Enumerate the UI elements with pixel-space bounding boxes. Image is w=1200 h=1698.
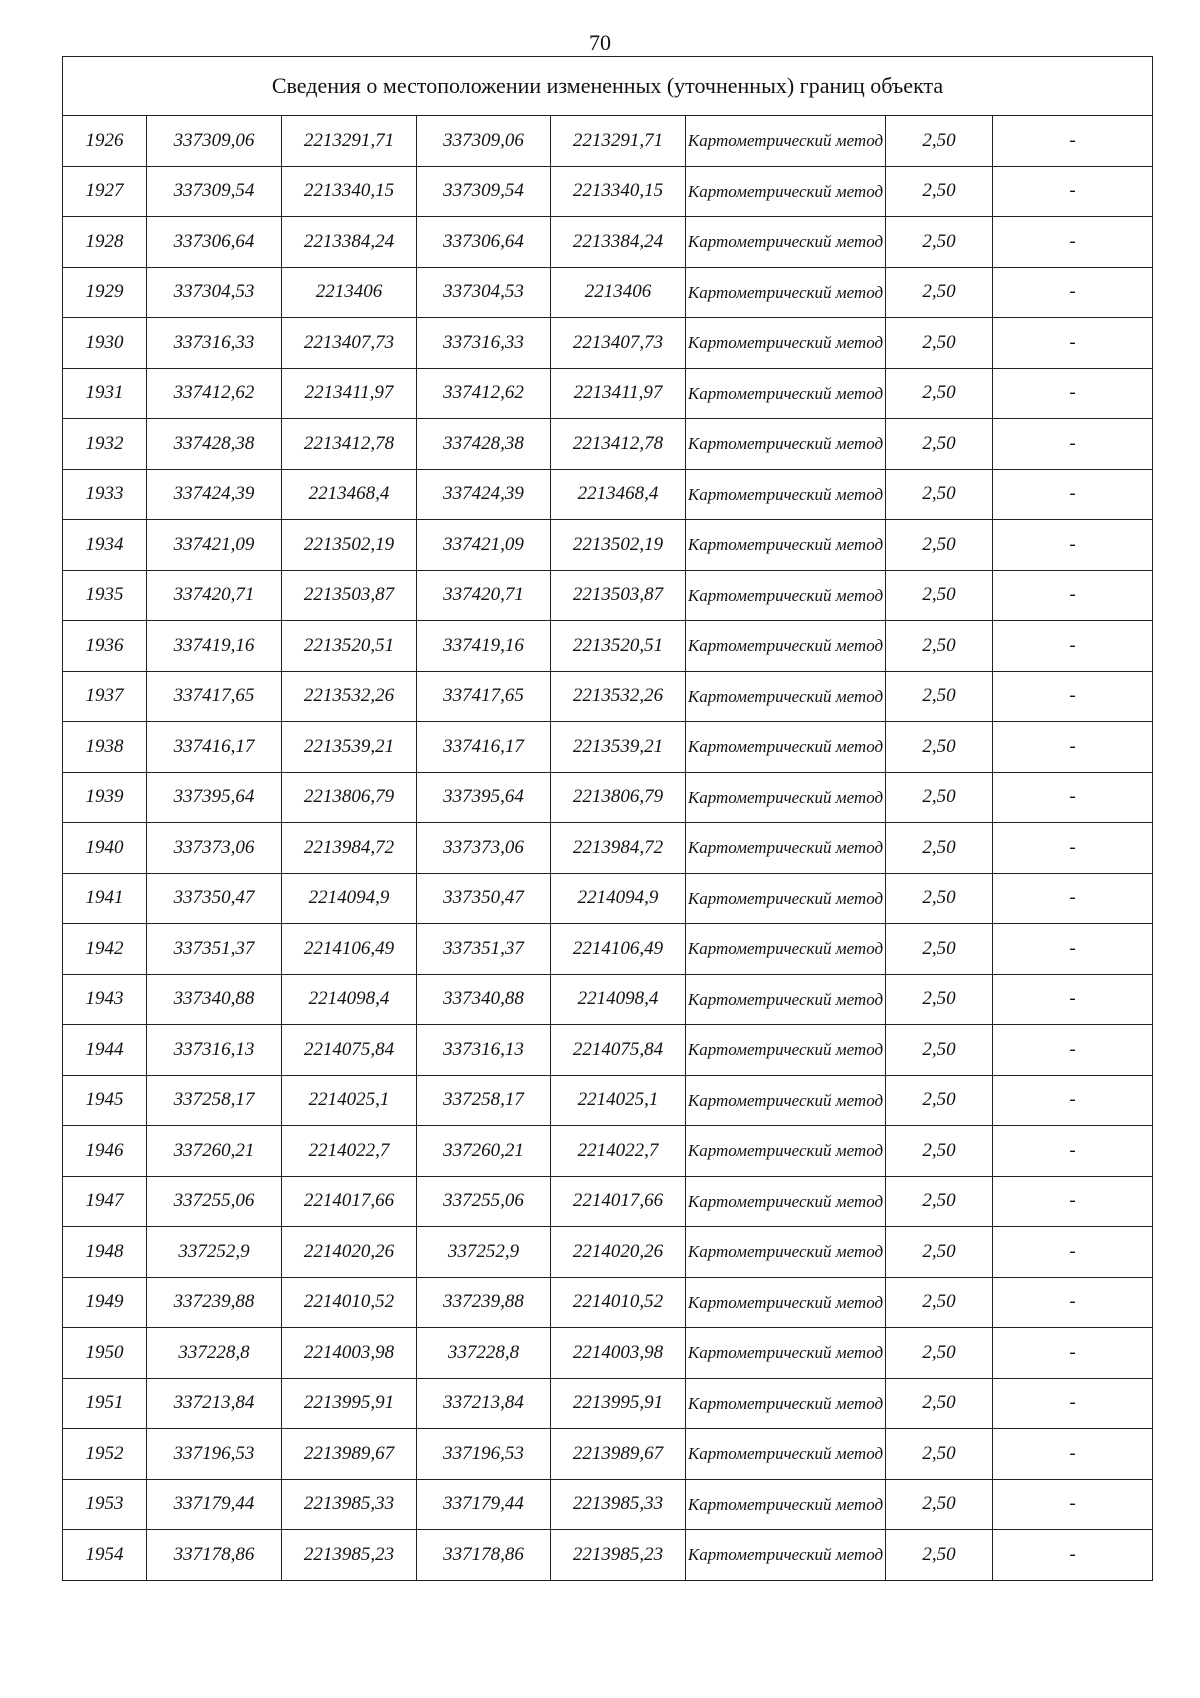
description-cell: - [993,1378,1153,1429]
x-refined-cell: 337306,64 [417,217,551,268]
description-cell: - [993,621,1153,672]
y-existing-cell: 2213502,19 [282,520,417,571]
method-cell: Картометрический метод [686,621,886,672]
table-row [63,722,1153,773]
point-number-cell: 1927 [63,166,147,217]
x-existing-cell: 337420,71 [147,570,282,621]
x-existing-cell: 337417,65 [147,671,282,722]
table-row [63,318,1153,369]
accuracy-cell: 2,50 [886,974,993,1025]
x-existing-cell: 337316,13 [147,1025,282,1076]
description-cell: - [993,318,1153,369]
point-number-cell: 1936 [63,621,147,672]
y-refined-cell: 2214094,9 [551,873,686,924]
point-number-cell: 1941 [63,873,147,924]
x-refined-cell: 337421,09 [417,520,551,571]
description-cell: - [993,419,1153,470]
table-row [63,621,1153,672]
y-refined-cell: 2213412,78 [551,419,686,470]
y-existing-cell: 2213539,21 [282,722,417,773]
method-cell: Картометрический метод [686,772,886,823]
method-cell: Картометрический метод [686,166,886,217]
description-cell: - [993,1176,1153,1227]
y-existing-cell: 2213411,97 [282,368,417,419]
table-body [63,116,1153,1581]
description-cell: - [993,873,1153,924]
accuracy-cell: 2,50 [886,1530,993,1581]
description-cell: - [993,722,1153,773]
accuracy-cell: 2,50 [886,1328,993,1379]
x-refined-cell: 337196,53 [417,1429,551,1480]
accuracy-cell: 2,50 [886,722,993,773]
description-cell: - [993,116,1153,167]
accuracy-cell: 2,50 [886,621,993,672]
x-existing-cell: 337309,06 [147,116,282,167]
y-refined-cell: 2213503,87 [551,570,686,621]
x-existing-cell: 337309,54 [147,166,282,217]
x-refined-cell: 337340,88 [417,974,551,1025]
y-existing-cell: 2214003,98 [282,1328,417,1379]
x-refined-cell: 337373,06 [417,823,551,874]
table-row [63,570,1153,621]
y-refined-cell: 2213406 [551,267,686,318]
method-cell: Картометрический метод [686,368,886,419]
method-cell: Картометрический метод [686,1227,886,1278]
method-cell: Картометрический метод [686,823,886,874]
y-existing-cell: 2213340,15 [282,166,417,217]
method-cell: Картометрический метод [686,1025,886,1076]
method-cell: Картометрический метод [686,1126,886,1177]
description-cell: - [993,570,1153,621]
table-row [63,520,1153,571]
x-existing-cell: 337419,16 [147,621,282,672]
x-refined-cell: 337260,21 [417,1126,551,1177]
table-row [63,1176,1153,1227]
y-refined-cell: 2213985,33 [551,1479,686,1530]
table-row [63,974,1153,1025]
x-existing-cell: 337260,21 [147,1126,282,1177]
x-refined-cell: 337424,39 [417,469,551,520]
y-existing-cell: 2213412,78 [282,419,417,470]
x-existing-cell: 337304,53 [147,267,282,318]
method-cell: Картометрический метод [686,267,886,318]
accuracy-cell: 2,50 [886,166,993,217]
y-existing-cell: 2214098,4 [282,974,417,1025]
accuracy-cell: 2,50 [886,267,993,318]
method-cell: Картометрический метод [686,1429,886,1480]
method-cell: Картометрический метод [686,570,886,621]
y-existing-cell: 2213407,73 [282,318,417,369]
x-refined-cell: 337228,8 [417,1328,551,1379]
point-number-cell: 1928 [63,217,147,268]
accuracy-cell: 2,50 [886,1429,993,1480]
x-existing-cell: 337351,37 [147,924,282,975]
method-cell: Картометрический метод [686,1378,886,1429]
x-existing-cell: 337196,53 [147,1429,282,1480]
point-number-cell: 1945 [63,1075,147,1126]
page-number: 70 [589,30,611,55]
method-cell: Картометрический метод [686,520,886,571]
x-refined-cell: 337412,62 [417,368,551,419]
y-refined-cell: 2213411,97 [551,368,686,419]
x-existing-cell: 337428,38 [147,419,282,470]
description-cell: - [993,1277,1153,1328]
point-number-cell: 1939 [63,772,147,823]
y-existing-cell: 2213995,91 [282,1378,417,1429]
x-refined-cell: 337417,65 [417,671,551,722]
description-cell: - [993,1126,1153,1177]
accuracy-cell: 2,50 [886,671,993,722]
x-refined-cell: 337428,38 [417,419,551,470]
y-existing-cell: 2214017,66 [282,1176,417,1227]
accuracy-cell: 2,50 [886,873,993,924]
x-existing-cell: 337239,88 [147,1277,282,1328]
table-row [63,823,1153,874]
x-refined-cell: 337395,64 [417,772,551,823]
point-number-cell: 1929 [63,267,147,318]
y-refined-cell: 2213407,73 [551,318,686,369]
point-number-cell: 1938 [63,722,147,773]
point-number-cell: 1954 [63,1530,147,1581]
table-row [63,1025,1153,1076]
y-refined-cell: 2213539,21 [551,722,686,773]
x-existing-cell: 337424,39 [147,469,282,520]
y-existing-cell: 2213985,33 [282,1479,417,1530]
table-row [63,1328,1153,1379]
accuracy-cell: 2,50 [886,924,993,975]
method-cell: Картометрический метод [686,419,886,470]
y-existing-cell: 2213989,67 [282,1429,417,1480]
table-row [63,1530,1153,1581]
x-refined-cell: 337309,54 [417,166,551,217]
description-cell: - [993,217,1153,268]
method-cell: Картометрический метод [686,924,886,975]
table-row [63,166,1153,217]
point-number-cell: 1926 [63,116,147,167]
description-cell: - [993,1025,1153,1076]
y-refined-cell: 2213468,4 [551,469,686,520]
x-refined-cell: 337416,17 [417,722,551,773]
table-row [63,116,1153,167]
x-existing-cell: 337306,64 [147,217,282,268]
x-refined-cell: 337213,84 [417,1378,551,1429]
y-existing-cell: 2214022,7 [282,1126,417,1177]
accuracy-cell: 2,50 [886,1176,993,1227]
boundary-coordinates-table [62,56,1153,1581]
description-cell: - [993,974,1153,1025]
point-number-cell: 1944 [63,1025,147,1076]
x-existing-cell: 337316,33 [147,318,282,369]
point-number-cell: 1930 [63,318,147,369]
accuracy-cell: 2,50 [886,823,993,874]
table-row [63,1277,1153,1328]
point-number-cell: 1935 [63,570,147,621]
method-cell: Картометрический метод [686,1328,886,1379]
x-refined-cell: 337178,86 [417,1530,551,1581]
description-cell: - [993,166,1153,217]
table-row [63,1378,1153,1429]
x-existing-cell: 337213,84 [147,1378,282,1429]
accuracy-cell: 2,50 [886,368,993,419]
y-existing-cell: 2213503,87 [282,570,417,621]
y-existing-cell: 2213984,72 [282,823,417,874]
x-existing-cell: 337350,47 [147,873,282,924]
x-existing-cell: 337252,9 [147,1227,282,1278]
x-refined-cell: 337351,37 [417,924,551,975]
description-cell: - [993,671,1153,722]
x-refined-cell: 337179,44 [417,1479,551,1530]
x-existing-cell: 337412,62 [147,368,282,419]
y-refined-cell: 2213384,24 [551,217,686,268]
table-title-row [63,57,1153,116]
y-refined-cell: 2214098,4 [551,974,686,1025]
y-refined-cell: 2214022,7 [551,1126,686,1177]
accuracy-cell: 2,50 [886,1479,993,1530]
description-cell: - [993,1227,1153,1278]
y-refined-cell: 2213989,67 [551,1429,686,1480]
table-row [63,1479,1153,1530]
point-number-cell: 1934 [63,520,147,571]
method-cell: Картометрический метод [686,1479,886,1530]
y-refined-cell: 2214017,66 [551,1176,686,1227]
x-existing-cell: 337416,17 [147,722,282,773]
point-number-cell: 1952 [63,1429,147,1480]
x-existing-cell: 337255,06 [147,1176,282,1227]
accuracy-cell: 2,50 [886,1227,993,1278]
x-refined-cell: 337316,33 [417,318,551,369]
table-row [63,469,1153,520]
method-cell: Картометрический метод [686,1075,886,1126]
table-title: Сведения о местоположении измененных (уточненных) границ объекта [63,57,1153,116]
y-existing-cell: 2213291,71 [282,116,417,167]
description-cell: - [993,1075,1153,1126]
y-refined-cell: 2214025,1 [551,1075,686,1126]
accuracy-cell: 2,50 [886,1126,993,1177]
y-existing-cell: 2214075,84 [282,1025,417,1076]
x-existing-cell: 337179,44 [147,1479,282,1530]
y-refined-cell: 2213995,91 [551,1378,686,1429]
y-existing-cell: 2214010,52 [282,1277,417,1328]
x-refined-cell: 337255,06 [417,1176,551,1227]
description-cell: - [993,267,1153,318]
accuracy-cell: 2,50 [886,772,993,823]
method-cell: Картометрический метод [686,1530,886,1581]
y-refined-cell: 2213340,15 [551,166,686,217]
table-row [63,267,1153,318]
x-existing-cell: 337373,06 [147,823,282,874]
y-existing-cell: 2213532,26 [282,671,417,722]
accuracy-cell: 2,50 [886,1277,993,1328]
x-refined-cell: 337420,71 [417,570,551,621]
description-cell: - [993,469,1153,520]
table-row [63,368,1153,419]
description-cell: - [993,772,1153,823]
y-refined-cell: 2213520,51 [551,621,686,672]
x-refined-cell: 337316,13 [417,1025,551,1076]
table-row [63,873,1153,924]
table-row [63,419,1153,470]
point-number-cell: 1948 [63,1227,147,1278]
y-existing-cell: 2213468,4 [282,469,417,520]
point-number-cell: 1951 [63,1378,147,1429]
description-cell: - [993,1530,1153,1581]
y-refined-cell: 2213985,23 [551,1530,686,1581]
accuracy-cell: 2,50 [886,217,993,268]
description-cell: - [993,1429,1153,1480]
table-row [63,1126,1153,1177]
accuracy-cell: 2,50 [886,318,993,369]
accuracy-cell: 2,50 [886,419,993,470]
x-existing-cell: 337178,86 [147,1530,282,1581]
description-cell: - [993,924,1153,975]
accuracy-cell: 2,50 [886,1378,993,1429]
method-cell: Картометрический метод [686,873,886,924]
table-row [63,772,1153,823]
point-number-cell: 1931 [63,368,147,419]
table-row [63,1075,1153,1126]
description-cell: - [993,520,1153,571]
accuracy-cell: 2,50 [886,570,993,621]
y-refined-cell: 2214020,26 [551,1227,686,1278]
x-refined-cell: 337252,9 [417,1227,551,1278]
x-existing-cell: 337421,09 [147,520,282,571]
method-cell: Картометрический метод [686,116,886,167]
point-number-cell: 1949 [63,1277,147,1328]
method-cell: Картометрический метод [686,217,886,268]
table-row [63,671,1153,722]
point-number-cell: 1933 [63,469,147,520]
x-refined-cell: 337419,16 [417,621,551,672]
table-row [63,1429,1153,1480]
y-refined-cell: 2213502,19 [551,520,686,571]
accuracy-cell: 2,50 [886,1075,993,1126]
method-cell: Картометрический метод [686,1176,886,1227]
y-refined-cell: 2213291,71 [551,116,686,167]
point-number-cell: 1943 [63,974,147,1025]
point-number-cell: 1946 [63,1126,147,1177]
method-cell: Картометрический метод [686,1277,886,1328]
y-existing-cell: 2213985,23 [282,1530,417,1581]
method-cell: Картометрический метод [686,722,886,773]
point-number-cell: 1940 [63,823,147,874]
y-existing-cell: 2214020,26 [282,1227,417,1278]
y-existing-cell: 2213806,79 [282,772,417,823]
point-number-cell: 1947 [63,1176,147,1227]
x-existing-cell: 337228,8 [147,1328,282,1379]
x-existing-cell: 337340,88 [147,974,282,1025]
x-refined-cell: 337304,53 [417,267,551,318]
x-refined-cell: 337239,88 [417,1277,551,1328]
table-row [63,1227,1153,1278]
y-refined-cell: 2214106,49 [551,924,686,975]
description-cell: - [993,1479,1153,1530]
point-number-cell: 1942 [63,924,147,975]
y-existing-cell: 2214106,49 [282,924,417,975]
y-refined-cell: 2213984,72 [551,823,686,874]
x-refined-cell: 337350,47 [417,873,551,924]
accuracy-cell: 2,50 [886,1025,993,1076]
x-refined-cell: 337258,17 [417,1075,551,1126]
point-number-cell: 1950 [63,1328,147,1379]
x-existing-cell: 337395,64 [147,772,282,823]
description-cell: - [993,368,1153,419]
y-existing-cell: 2214025,1 [282,1075,417,1126]
y-existing-cell: 2213406 [282,267,417,318]
method-cell: Картометрический метод [686,318,886,369]
table-row [63,924,1153,975]
point-number-cell: 1937 [63,671,147,722]
accuracy-cell: 2,50 [886,469,993,520]
y-refined-cell: 2214003,98 [551,1328,686,1379]
y-existing-cell: 2214094,9 [282,873,417,924]
accuracy-cell: 2,50 [886,116,993,167]
y-refined-cell: 2214010,52 [551,1277,686,1328]
description-cell: - [993,823,1153,874]
y-refined-cell: 2214075,84 [551,1025,686,1076]
y-refined-cell: 2213532,26 [551,671,686,722]
method-cell: Картометрический метод [686,469,886,520]
y-existing-cell: 2213520,51 [282,621,417,672]
y-existing-cell: 2213384,24 [282,217,417,268]
point-number-cell: 1953 [63,1479,147,1530]
description-cell: - [993,1328,1153,1379]
accuracy-cell: 2,50 [886,520,993,571]
table-row [63,217,1153,268]
x-refined-cell: 337309,06 [417,116,551,167]
x-existing-cell: 337258,17 [147,1075,282,1126]
point-number-cell: 1932 [63,419,147,470]
method-cell: Картометрический метод [686,671,886,722]
y-refined-cell: 2213806,79 [551,772,686,823]
method-cell: Картометрический метод [686,974,886,1025]
